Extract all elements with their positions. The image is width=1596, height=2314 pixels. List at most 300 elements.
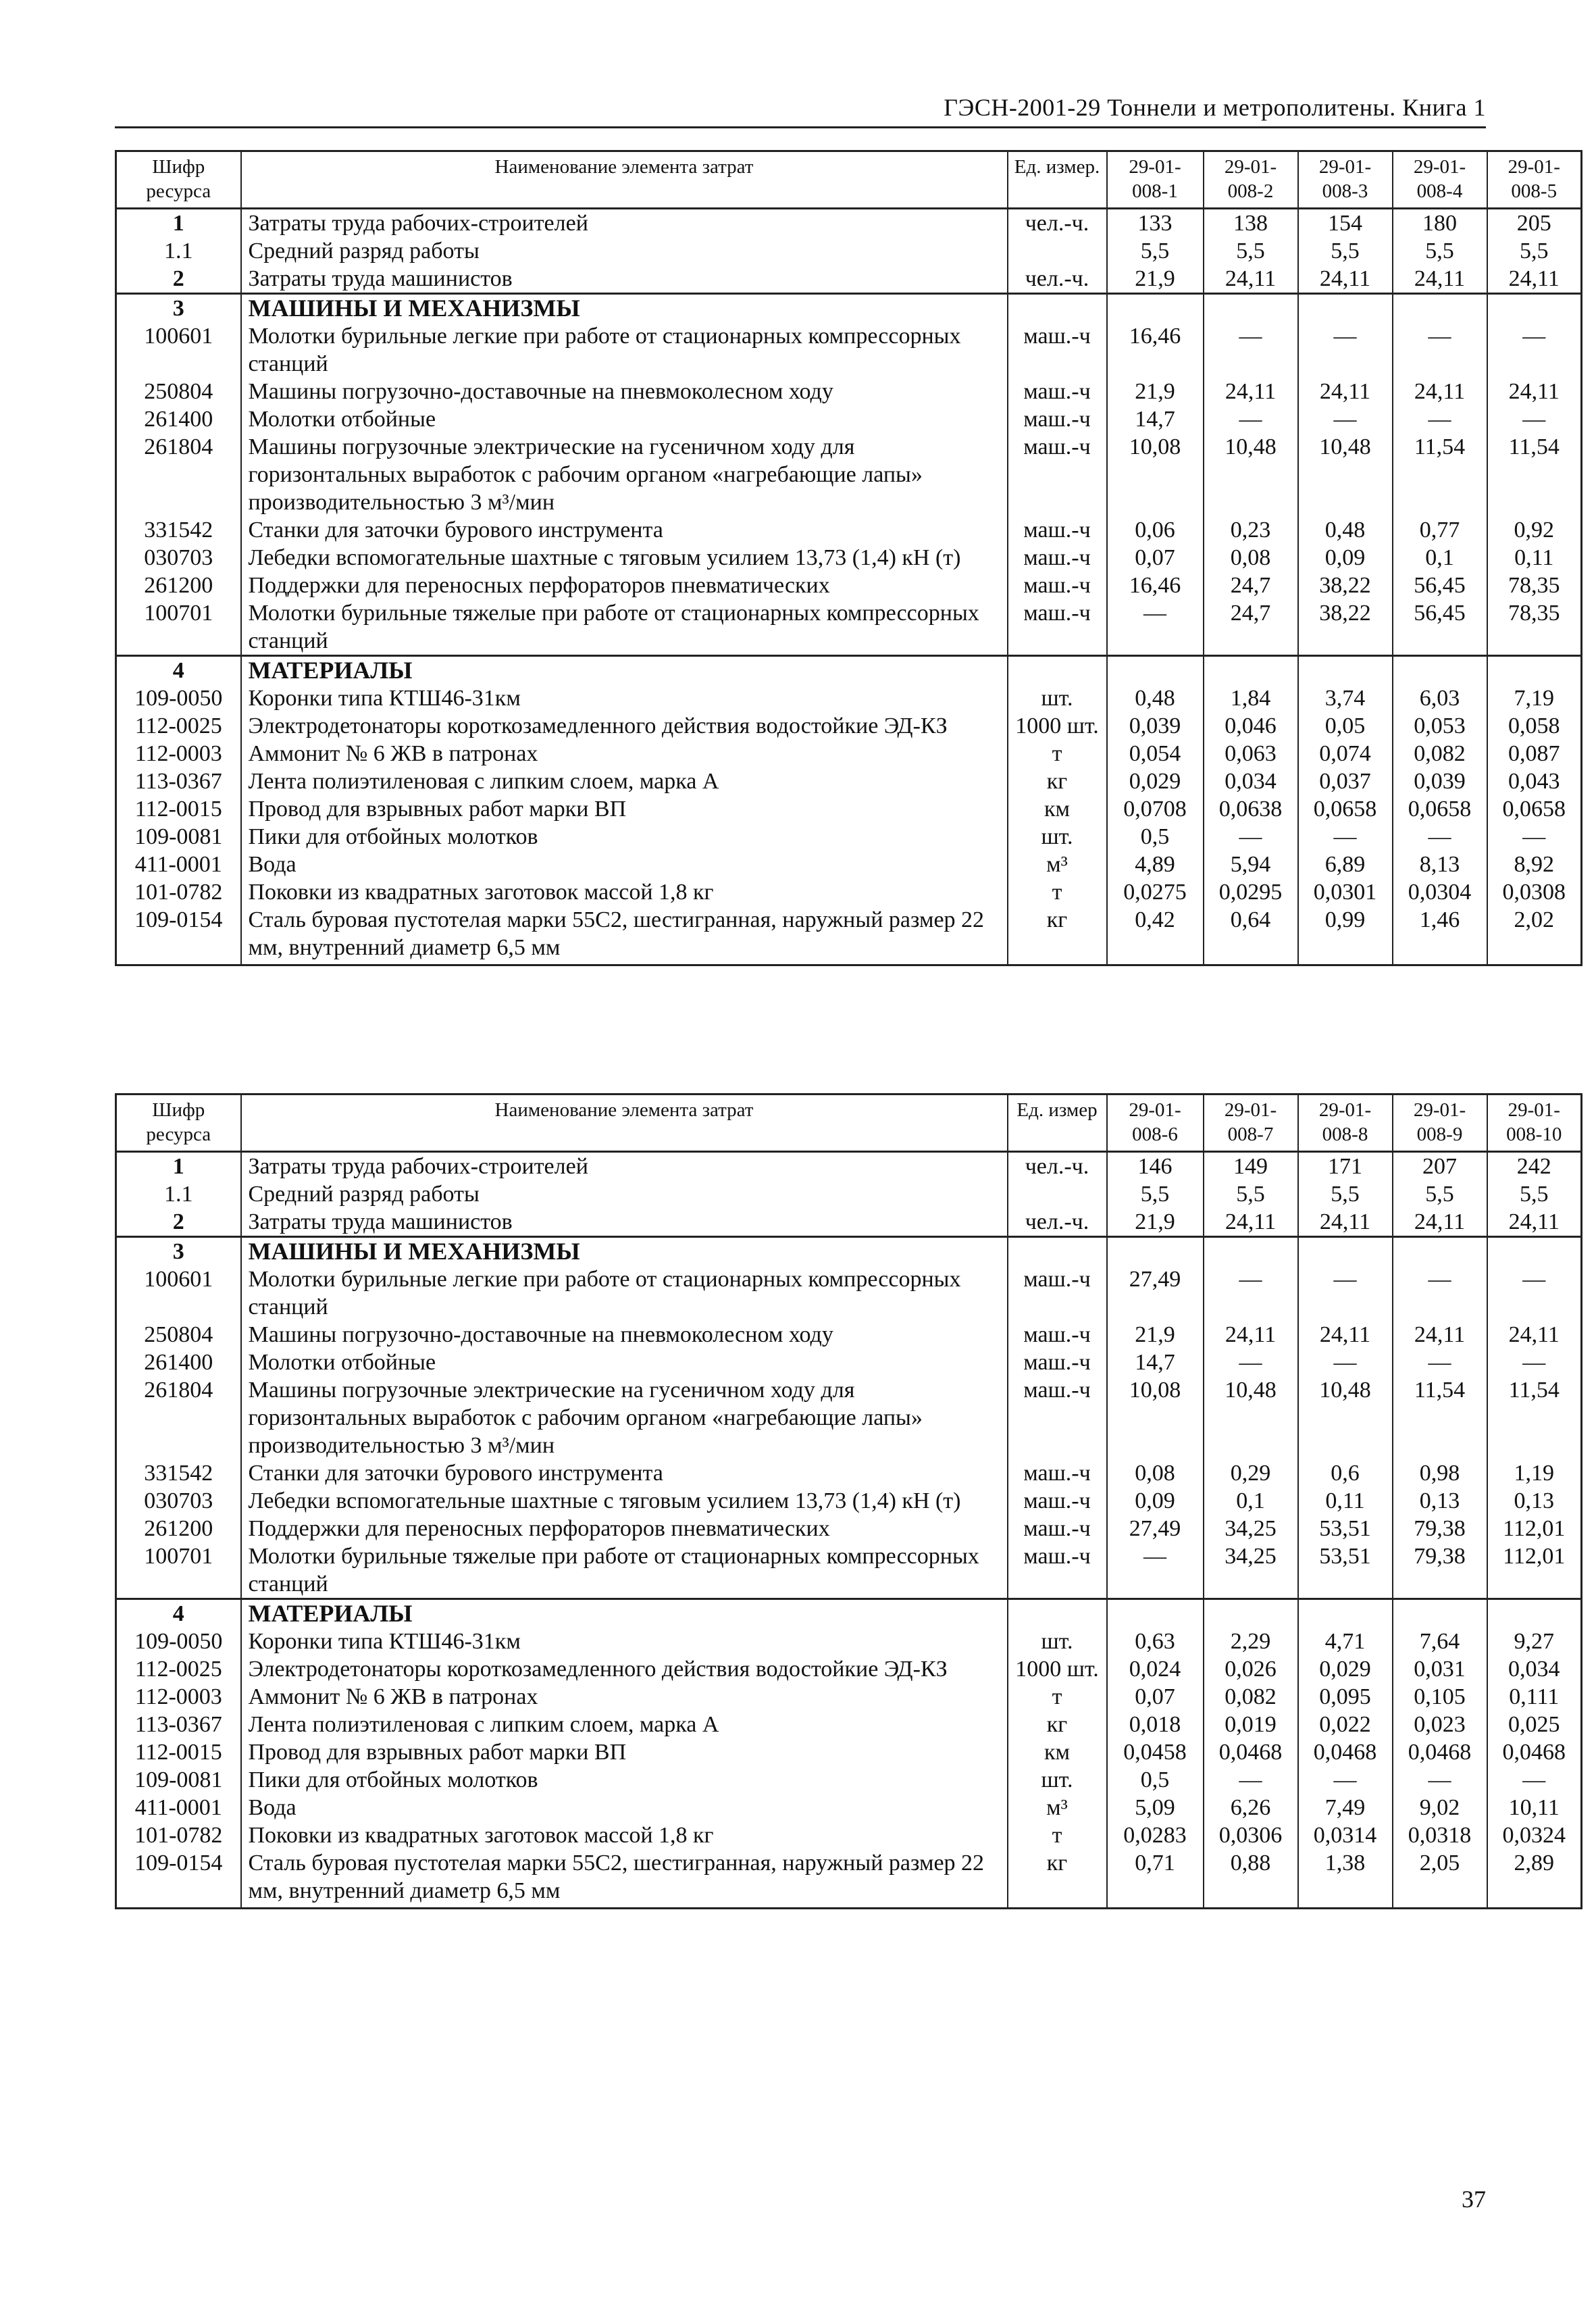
norm-value-cell	[1204, 1599, 1298, 1628]
cost-element-name-cell: Молотки отбойные	[241, 405, 1008, 433]
norm-value-cell: 6,89	[1298, 851, 1393, 878]
norm-value-cell: 5,5	[1204, 237, 1298, 265]
norm-value-cell: 79,38	[1393, 1515, 1487, 1542]
cost-element-name-cell: Молотки бурильные тяжелые при работе от стационарных компрессорных станций	[241, 599, 1008, 656]
norm-value-cell: 0,08	[1204, 544, 1298, 572]
norm-value-cell: 0,0468	[1487, 1738, 1582, 1766]
norm-value-cell: 149	[1204, 1152, 1298, 1181]
table-row	[116, 1487, 1582, 1515]
table-row	[116, 656, 1582, 685]
table-row	[116, 405, 1582, 433]
resource-code-cell: 261400	[116, 1349, 241, 1376]
resource-code-cell: 109-0081	[116, 823, 241, 851]
norm-value-cell: —	[1298, 405, 1393, 433]
norm-value-cell: 0,13	[1487, 1487, 1582, 1515]
norm-value-cell: 27,49	[1107, 1265, 1204, 1321]
norm-value-cell: 2,89	[1487, 1849, 1582, 1909]
resource-code-cell: 250804	[116, 1321, 241, 1349]
table-row	[116, 433, 1582, 516]
resource-code-cell: 109-0081	[116, 1766, 241, 1794]
norm-value-cell: 0,046	[1204, 712, 1298, 740]
table-row	[116, 878, 1582, 906]
table-row	[116, 1515, 1582, 1542]
cost-element-name-cell: Затраты труда машинистов	[241, 265, 1008, 294]
norm-value-cell: 11,54	[1393, 433, 1487, 516]
col-header-unit: Ед. измер	[1008, 1095, 1107, 1152]
table-row	[116, 1821, 1582, 1849]
col-header-code: Шифр ресурса	[116, 151, 241, 209]
cost-element-name-cell: Сталь буровая пустотелая марки 55С2, шестигранная, наружный размер 22 мм, внутренний диаметр 6,5 мм	[241, 1849, 1008, 1909]
norm-value-cell: —	[1393, 1265, 1487, 1321]
norm-value-cell: 0,037	[1298, 768, 1393, 795]
norm-value-cell: 0,23	[1204, 516, 1298, 544]
unit-cell	[1008, 656, 1107, 685]
norm-value-cell: 38,22	[1298, 572, 1393, 599]
resource-code-cell: 113-0367	[116, 768, 241, 795]
table-row	[116, 1738, 1582, 1766]
norm-value-cell: 24,11	[1298, 1321, 1393, 1349]
norm-value-cell	[1298, 656, 1393, 685]
norm-value-cell: 24,11	[1204, 1321, 1298, 1349]
table-row	[116, 1628, 1582, 1655]
unit-cell: маш.-ч	[1008, 1542, 1107, 1599]
norm-value-cell: 21,9	[1107, 265, 1204, 294]
norm-value-cell: 56,45	[1393, 572, 1487, 599]
resource-code-cell: 100701	[116, 1542, 241, 1599]
unit-cell: маш.-ч	[1008, 1376, 1107, 1459]
norm-value-cell: 0,095	[1298, 1683, 1393, 1711]
norm-value-cell: —	[1487, 322, 1582, 378]
norm-value-cell: 14,7	[1107, 1349, 1204, 1376]
table-row	[116, 1152, 1582, 1181]
resource-code-cell: 3	[116, 294, 241, 323]
norm-value-cell: —	[1393, 823, 1487, 851]
norm-value-cell	[1393, 1237, 1487, 1266]
cost-element-name-cell: Молотки бурильные легкие при работе от стационарных компрессорных станций	[241, 322, 1008, 378]
resource-code-cell: 2	[116, 265, 241, 294]
resource-code-cell: 331542	[116, 516, 241, 544]
unit-cell: маш.-ч	[1008, 572, 1107, 599]
norm-value-cell: 0,5	[1107, 823, 1204, 851]
resource-code-cell: 109-0154	[116, 1849, 241, 1909]
cost-element-name-cell: Вода	[241, 1794, 1008, 1821]
cost-element-name-cell: Машины погрузочно-доставочные на пневмоколесном ходу	[241, 1321, 1008, 1349]
norm-value-cell: 0,039	[1393, 768, 1487, 795]
norm-value-cell	[1204, 1237, 1298, 1266]
norm-value-cell: 7,64	[1393, 1628, 1487, 1655]
norm-value-cell: 0,0468	[1298, 1738, 1393, 1766]
norm-value-cell: 24,7	[1204, 599, 1298, 656]
norm-value-cell: 24,11	[1393, 1208, 1487, 1237]
cost-element-name-cell: Машины погрузочно-доставочные на пневмоколесном ходу	[241, 378, 1008, 405]
norm-value-cell: —	[1393, 322, 1487, 378]
norm-value-cell: 138	[1204, 209, 1298, 238]
table-row	[116, 1542, 1582, 1599]
col-header-norm-code: 29-01-008-10	[1487, 1095, 1582, 1152]
unit-cell	[1008, 237, 1107, 265]
norm-value-cell: 0,64	[1204, 906, 1298, 965]
table-row	[116, 740, 1582, 768]
table-row	[116, 823, 1582, 851]
norm-value-cell: 11,54	[1487, 433, 1582, 516]
cost-element-name-cell: Лента полиэтиленовая с липким слоем, марка А	[241, 1711, 1008, 1738]
norm-value-cell	[1107, 656, 1204, 685]
table-row	[116, 795, 1582, 823]
norm-value-cell: 0,034	[1487, 1655, 1582, 1683]
cost-element-name-cell: Электродетонаторы короткозамедленного действия водостойкие ЭД-КЗ	[241, 712, 1008, 740]
norm-value-cell: 0,019	[1204, 1711, 1298, 1738]
norm-value-cell: 0,024	[1107, 1655, 1204, 1683]
norm-value-cell: 8,92	[1487, 851, 1582, 878]
col-header-norm-code: 29-01-008-2	[1204, 151, 1298, 209]
cost-element-name-cell: Поковки из квадратных заготовок массой 1,8 кг	[241, 1821, 1008, 1849]
norm-value-cell: 21,9	[1107, 1208, 1204, 1237]
table-row	[116, 1849, 1582, 1909]
resource-code-cell: 1	[116, 209, 241, 238]
unit-cell: шт.	[1008, 1766, 1107, 1794]
norm-value-cell: 10,48	[1298, 1376, 1393, 1459]
cost-element-name-cell: МАШИНЫ И МЕХАНИЗМЫ	[241, 1237, 1008, 1266]
norm-value-cell: 5,94	[1204, 851, 1298, 878]
norm-value-cell: 11,54	[1487, 1376, 1582, 1459]
norm-value-cell: —	[1204, 1766, 1298, 1794]
norm-value-cell: 5,5	[1204, 1180, 1298, 1208]
resource-code-cell: 4	[116, 1599, 241, 1628]
norm-value-cell: 0,42	[1107, 906, 1204, 965]
norm-value-cell: 0,0314	[1298, 1821, 1393, 1849]
norm-value-cell: 171	[1298, 1152, 1393, 1181]
cost-element-name-cell: Провод для взрывных работ марки ВП	[241, 1738, 1008, 1766]
norm-value-cell: —	[1487, 405, 1582, 433]
unit-cell: шт.	[1008, 1628, 1107, 1655]
norm-value-cell: 0,018	[1107, 1711, 1204, 1738]
col-header-norm-code: 29-01-008-8	[1298, 1095, 1393, 1152]
norm-value-cell: 24,11	[1204, 265, 1298, 294]
norm-value-cell: 0,111	[1487, 1683, 1582, 1711]
table-row	[116, 1265, 1582, 1321]
table-row	[116, 1655, 1582, 1683]
norm-value-cell: 0,0468	[1204, 1738, 1298, 1766]
resource-code-cell: 030703	[116, 544, 241, 572]
norm-value-cell: 0,0301	[1298, 878, 1393, 906]
norm-value-cell: 5,5	[1393, 1180, 1487, 1208]
unit-cell: м³	[1008, 851, 1107, 878]
unit-cell: км	[1008, 1738, 1107, 1766]
norm-value-cell: 0,09	[1298, 544, 1393, 572]
unit-cell	[1008, 1599, 1107, 1628]
norm-value-cell: —	[1487, 1265, 1582, 1321]
norm-value-cell: 0,023	[1393, 1711, 1487, 1738]
resource-code-cell: 100701	[116, 599, 241, 656]
table-row	[116, 1599, 1582, 1628]
norm-value-cell: 1,38	[1298, 1849, 1393, 1909]
norm-value-cell	[1298, 1237, 1393, 1266]
norm-value-cell: 78,35	[1487, 572, 1582, 599]
table-row	[116, 1180, 1582, 1208]
norm-value-cell	[1107, 1599, 1204, 1628]
cost-element-name-cell: Поковки из квадратных заготовок массой 1,8 кг	[241, 878, 1008, 906]
unit-cell: км	[1008, 795, 1107, 823]
norm-value-cell: 5,09	[1107, 1794, 1204, 1821]
table-row	[116, 322, 1582, 378]
cost-element-name-cell: Электродетонаторы короткозамедленного действия водостойкие ЭД-КЗ	[241, 1655, 1008, 1683]
table-row	[116, 1321, 1582, 1349]
norm-value-cell: 4,89	[1107, 851, 1204, 878]
norm-value-cell	[1393, 1599, 1487, 1628]
norm-value-cell	[1298, 294, 1393, 323]
unit-cell: маш.-ч	[1008, 1349, 1107, 1376]
table-row	[116, 378, 1582, 405]
norm-value-cell	[1487, 294, 1582, 323]
resource-code-cell: 100601	[116, 1265, 241, 1321]
norm-value-cell: 24,11	[1298, 265, 1393, 294]
unit-cell: маш.-ч	[1008, 1321, 1107, 1349]
norm-value-cell: 0,054	[1107, 740, 1204, 768]
norm-value-cell: 0,074	[1298, 740, 1393, 768]
norm-value-cell: 0,0324	[1487, 1821, 1582, 1849]
norm-value-cell: 21,9	[1107, 378, 1204, 405]
norm-value-cell: —	[1204, 823, 1298, 851]
cost-element-name-cell: Лента полиэтиленовая с липким слоем, марка А	[241, 768, 1008, 795]
table-row	[116, 1208, 1582, 1237]
norm-value-cell: 24,11	[1487, 265, 1582, 294]
norm-value-cell: 0,92	[1487, 516, 1582, 544]
cost-element-name-cell: Машины погрузочные электрические на гусеничном ходу для горизонтальных выработок с рабочим органом «нагребающие лапы» производительностью 3 м³/мин	[241, 1376, 1008, 1459]
norm-value-cell: 0,0308	[1487, 878, 1582, 906]
norm-value-cell: 0,029	[1298, 1655, 1393, 1683]
norm-value-cell	[1298, 1599, 1393, 1628]
col-header-name: Наименование элемента затрат	[241, 1095, 1008, 1152]
norm-value-cell: 0,0283	[1107, 1821, 1204, 1849]
norm-value-cell: 24,11	[1487, 378, 1582, 405]
norm-value-cell: 38,22	[1298, 599, 1393, 656]
norm-value-cell: 10,48	[1298, 433, 1393, 516]
cost-element-name-cell: Станки для заточки бурового инструмента	[241, 516, 1008, 544]
cost-element-name-cell: Коронки типа КТШ46-31км	[241, 1628, 1008, 1655]
norm-value-cell: 21,9	[1107, 1321, 1204, 1349]
norm-value-cell: 56,45	[1393, 599, 1487, 656]
norm-value-cell: 0,043	[1487, 768, 1582, 795]
norm-value-cell: 24,11	[1298, 1208, 1393, 1237]
cost-element-name-cell: Машины погрузочные электрические на гусеничном ходу для горизонтальных выработок с рабочим органом «нагребающие лапы» производительностью 3 м³/мин	[241, 433, 1008, 516]
norm-value-cell: 0,08	[1107, 1459, 1204, 1487]
norm-value-cell	[1487, 1599, 1582, 1628]
norm-value-cell: 146	[1107, 1152, 1204, 1181]
col-header-norm-code: 29-01-008-5	[1487, 151, 1582, 209]
norm-value-cell: 0,026	[1204, 1655, 1298, 1683]
resource-code-cell: 411-0001	[116, 851, 241, 878]
norm-value-cell: 154	[1298, 209, 1393, 238]
norm-value-cell: 0,1	[1204, 1487, 1298, 1515]
norm-value-cell: 1,19	[1487, 1459, 1582, 1487]
norm-value-cell: 79,38	[1393, 1542, 1487, 1599]
norm-value-cell: 34,25	[1204, 1542, 1298, 1599]
unit-cell: 1000 шт.	[1008, 712, 1107, 740]
norm-value-cell	[1107, 294, 1204, 323]
running-header: ГЭСН-2001-29 Тоннели и метрополитены. Книга 1	[944, 94, 1486, 121]
cost-element-name-cell: Молотки отбойные	[241, 1349, 1008, 1376]
norm-value-cell: 7,19	[1487, 684, 1582, 712]
resource-code-cell: 101-0782	[116, 1821, 241, 1849]
table-row	[116, 1459, 1582, 1487]
table-row	[116, 209, 1582, 238]
norm-value-cell: 0,06	[1107, 516, 1204, 544]
norm-value-cell: 0,0275	[1107, 878, 1204, 906]
cost-element-name-cell: Затраты труда рабочих-строителей	[241, 1152, 1008, 1181]
norm-value-cell: 24,11	[1393, 265, 1487, 294]
table-row	[116, 684, 1582, 712]
cost-element-name-cell: МАТЕРИАЛЫ	[241, 1599, 1008, 1628]
cost-element-name-cell: Молотки бурильные тяжелые при работе от стационарных компрессорных станций	[241, 1542, 1008, 1599]
table-row	[116, 1766, 1582, 1794]
col-header-norm-code: 29-01-008-4	[1393, 151, 1487, 209]
cost-element-name-cell: МАШИНЫ И МЕХАНИЗМЫ	[241, 294, 1008, 323]
unit-cell: шт.	[1008, 823, 1107, 851]
resource-code-cell: 113-0367	[116, 1711, 241, 1738]
norm-value-cell: —	[1298, 1349, 1393, 1376]
unit-cell: т	[1008, 1683, 1107, 1711]
resource-code-cell: 3	[116, 1237, 241, 1266]
norm-value-cell: 0,6	[1298, 1459, 1393, 1487]
norm-value-cell: 2,02	[1487, 906, 1582, 965]
resource-code-cell: 109-0050	[116, 1628, 241, 1655]
table-row	[116, 768, 1582, 795]
resource-code-cell: 112-0025	[116, 1655, 241, 1683]
resource-code-cell: 261804	[116, 433, 241, 516]
norm-value-cell: 11,54	[1393, 1376, 1487, 1459]
cost-element-name-cell: Лебедки вспомогательные шахтные с тяговым усилием 13,73 (1,4) кН (т)	[241, 1487, 1008, 1515]
norm-value-cell: 0,031	[1393, 1655, 1487, 1683]
unit-cell	[1008, 1237, 1107, 1266]
table-row	[116, 851, 1582, 878]
resource-code-cell: 1.1	[116, 237, 241, 265]
resource-code-cell: 030703	[116, 1487, 241, 1515]
unit-cell: маш.-ч	[1008, 405, 1107, 433]
norm-value-cell: 24,11	[1204, 378, 1298, 405]
norm-value-cell: —	[1298, 1766, 1393, 1794]
resource-code-cell: 261200	[116, 572, 241, 599]
unit-cell: чел.-ч.	[1008, 1208, 1107, 1237]
norm-value-cell: —	[1393, 1349, 1487, 1376]
norm-value-cell: 24,11	[1393, 1321, 1487, 1349]
norm-value-cell: 0,48	[1298, 516, 1393, 544]
norm-value-cell: 0,029	[1107, 768, 1204, 795]
norm-value-cell: 0,05	[1298, 712, 1393, 740]
unit-cell: маш.-ч	[1008, 544, 1107, 572]
unit-cell: 1000 шт.	[1008, 1655, 1107, 1683]
norm-value-cell: 0,082	[1204, 1683, 1298, 1711]
resource-code-cell: 100601	[116, 322, 241, 378]
norm-value-cell	[1393, 294, 1487, 323]
table-row	[116, 1711, 1582, 1738]
cost-element-name-cell: МАТЕРИАЛЫ	[241, 656, 1008, 685]
norm-value-cell: 78,35	[1487, 599, 1582, 656]
col-header-unit: Ед. измер.	[1008, 151, 1107, 209]
norm-value-cell: 0,082	[1393, 740, 1487, 768]
norm-value-cell: 9,02	[1393, 1794, 1487, 1821]
norm-value-cell: —	[1487, 1766, 1582, 1794]
unit-cell: маш.-ч	[1008, 322, 1107, 378]
cost-element-name-cell: Коронки типа КТШ46-31км	[241, 684, 1008, 712]
norm-value-cell: 0,13	[1393, 1487, 1487, 1515]
unit-cell: маш.-ч	[1008, 378, 1107, 405]
norm-value-cell: 0,034	[1204, 768, 1298, 795]
resource-table-2	[115, 1093, 1582, 1909]
norm-value-cell: 0,29	[1204, 1459, 1298, 1487]
norm-value-cell	[1107, 1237, 1204, 1266]
norm-value-cell: 53,51	[1298, 1515, 1393, 1542]
resource-code-cell: 411-0001	[116, 1794, 241, 1821]
table-row	[116, 572, 1582, 599]
table-row	[116, 544, 1582, 572]
table-row	[116, 1349, 1582, 1376]
norm-value-cell: 5,5	[1298, 1180, 1393, 1208]
col-header-norm-code: 29-01-008-1	[1107, 151, 1204, 209]
unit-cell: кг	[1008, 1711, 1107, 1738]
table-row	[116, 1683, 1582, 1711]
unit-cell: т	[1008, 1821, 1107, 1849]
norm-value-cell: 53,51	[1298, 1542, 1393, 1599]
unit-cell	[1008, 1180, 1107, 1208]
norm-value-cell: 24,11	[1298, 378, 1393, 405]
norm-value-cell: 0,0708	[1107, 795, 1204, 823]
unit-cell: кг	[1008, 1849, 1107, 1909]
norm-value-cell: 0,99	[1298, 906, 1393, 965]
norm-value-cell: 0,88	[1204, 1849, 1298, 1909]
unit-cell: кг	[1008, 906, 1107, 965]
norm-value-cell: 5,5	[1298, 237, 1393, 265]
norm-value-cell: —	[1298, 322, 1393, 378]
norm-value-cell: 0,0304	[1393, 878, 1487, 906]
norm-value-cell: 0,77	[1393, 516, 1487, 544]
norm-value-cell: 27,49	[1107, 1515, 1204, 1542]
norm-value-cell: 14,7	[1107, 405, 1204, 433]
norm-value-cell: 0,025	[1487, 1711, 1582, 1738]
norm-value-cell	[1487, 1237, 1582, 1266]
norm-value-cell: —	[1204, 1349, 1298, 1376]
norm-value-cell: 0,1	[1393, 544, 1487, 572]
norm-value-cell: 112,01	[1487, 1542, 1582, 1599]
norm-value-cell: —	[1298, 1265, 1393, 1321]
resource-code-cell: 331542	[116, 1459, 241, 1487]
norm-value-cell: 5,5	[1107, 1180, 1204, 1208]
norm-value-cell	[1393, 656, 1487, 685]
cost-element-name-cell: Средний разряд работы	[241, 237, 1008, 265]
resource-code-cell: 250804	[116, 378, 241, 405]
norm-value-cell	[1204, 656, 1298, 685]
cost-element-name-cell: Молотки бурильные легкие при работе от стационарных компрессорных станций	[241, 1265, 1008, 1321]
norm-value-cell: 16,46	[1107, 322, 1204, 378]
cost-element-name-cell: Станки для заточки бурового инструмента	[241, 1459, 1008, 1487]
cost-element-name-cell: Поддержки для переносных перфораторов пневматических	[241, 572, 1008, 599]
resource-code-cell: 261200	[116, 1515, 241, 1542]
norm-value-cell: 112,01	[1487, 1515, 1582, 1542]
norm-value-cell: 4,71	[1298, 1628, 1393, 1655]
resource-code-cell: 112-0003	[116, 1683, 241, 1711]
norm-value-cell: 0,11	[1298, 1487, 1393, 1515]
col-header-norm-code: 29-01-008-6	[1107, 1095, 1204, 1152]
table-row	[116, 1237, 1582, 1266]
resource-code-cell: 109-0050	[116, 684, 241, 712]
cost-element-name-cell: Пики для отбойных молотков	[241, 823, 1008, 851]
norm-value-cell: 24,11	[1393, 378, 1487, 405]
norm-value-cell: 0,0658	[1298, 795, 1393, 823]
col-header-name: Наименование элемента затрат	[241, 151, 1008, 209]
norm-value-cell: 133	[1107, 209, 1204, 238]
unit-cell: чел.-ч.	[1008, 265, 1107, 294]
norm-value-cell	[1204, 294, 1298, 323]
resource-code-cell: 109-0154	[116, 906, 241, 965]
